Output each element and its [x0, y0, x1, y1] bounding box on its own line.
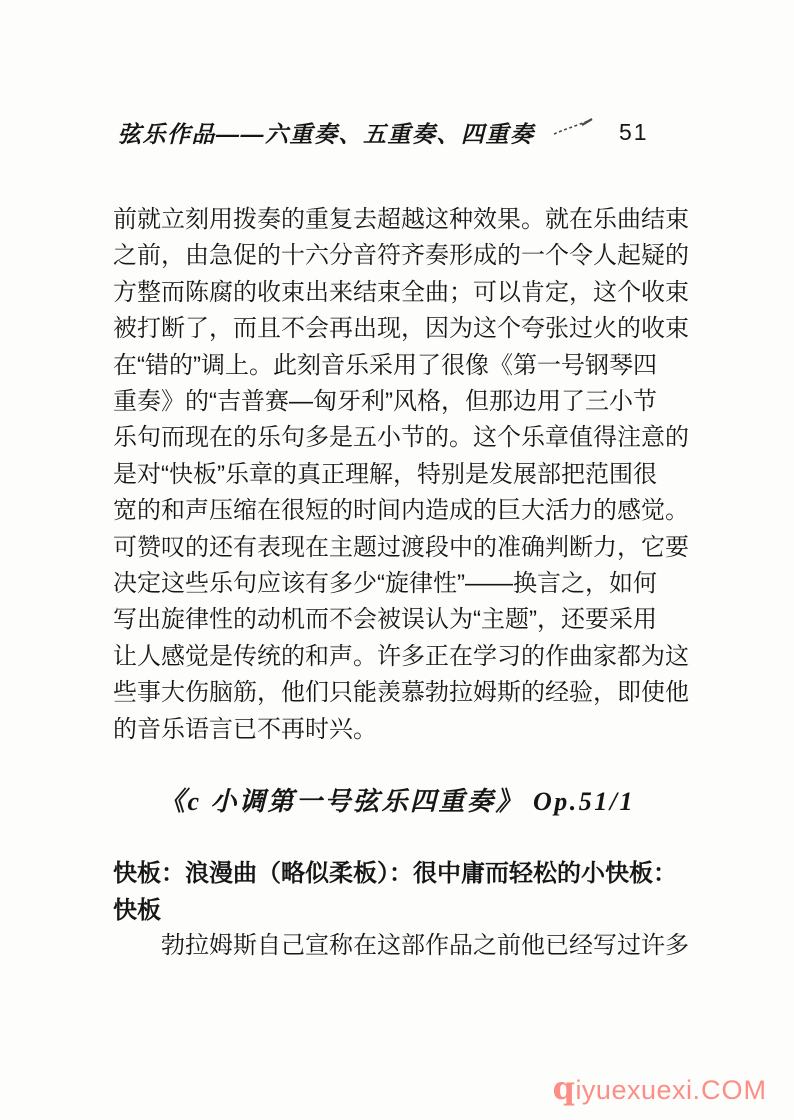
- paragraph-first-line: 勃拉姆斯自己宣称在这部作品之前他已经写过许多: [161, 932, 689, 959]
- body-paragraph: [113, 202, 695, 748]
- body-line: 些事大伤脑筋，他们只能羡慕勃拉姆斯的经验，即使他: [113, 679, 689, 707]
- movement-heading-line: 快板：浪漫曲（略似柔板）：很中庸而轻松的小快板：: [113, 860, 677, 887]
- movement-heading-line: 快板: [113, 897, 161, 924]
- body-line: 写出旋律性的动机而不会被误认为“主题”，还要采用: [113, 606, 657, 634]
- watermark-name: iyuexuexi: [575, 1075, 693, 1105]
- body-line: 乐句而现在的乐句多是五小节的。这个乐章值得注意的: [113, 424, 689, 452]
- watermark-domain: .COM: [692, 1075, 767, 1105]
- movement-heading: [113, 855, 695, 929]
- body-line: 方整而陈腐的收束出来结束全曲；可以肯定，这个收束: [113, 278, 689, 306]
- body-line: 前就立刻用拨奏的重复去超越这种效果。就在乐曲结束: [113, 206, 689, 233]
- flourish-ornament-icon: [551, 117, 595, 144]
- body-line: 决定这些乐句应该有多少“旋律性”——换言之，如何: [113, 570, 657, 598]
- body-line: 在“错的”调上。此刻音乐采用了很像《第一号钢琴四: [113, 351, 657, 379]
- body-line: 是对“快板”乐章的真正理解，特别是发展部把范围很: [113, 460, 657, 488]
- work-title: 《c 小调第一号弦乐四重奏》 Op.51/1: [158, 787, 636, 816]
- watermark-initial: q: [552, 1069, 576, 1107]
- page-number: 51: [619, 119, 649, 145]
- body-line: 被打断了，而且不会再出现，因为这个夸张过火的收束: [113, 315, 689, 343]
- body-line: 让人感觉是传统的和声。许多正在学习的作曲家都为这: [113, 642, 689, 670]
- body-line: 宽的和声压缩在很短的时间内造成的巨大活力的感觉。: [113, 497, 689, 525]
- body-line: 之前，由急促的十六分音符齐奏形成的一个令人起疑的: [113, 242, 689, 270]
- body-line: 可赞叹的还有表现在主题过渡段中的准确判断力，它要: [113, 533, 689, 561]
- body-line: 重奏》的“吉普赛—匈牙利”风格，但那边用了三小节: [113, 388, 657, 416]
- running-header-title: 弦乐作品——六重奏、五重奏、四重奏: [118, 121, 535, 147]
- watermark: [553, 1069, 767, 1107]
- body-line: 的音乐语言已不再时兴。: [113, 715, 377, 743]
